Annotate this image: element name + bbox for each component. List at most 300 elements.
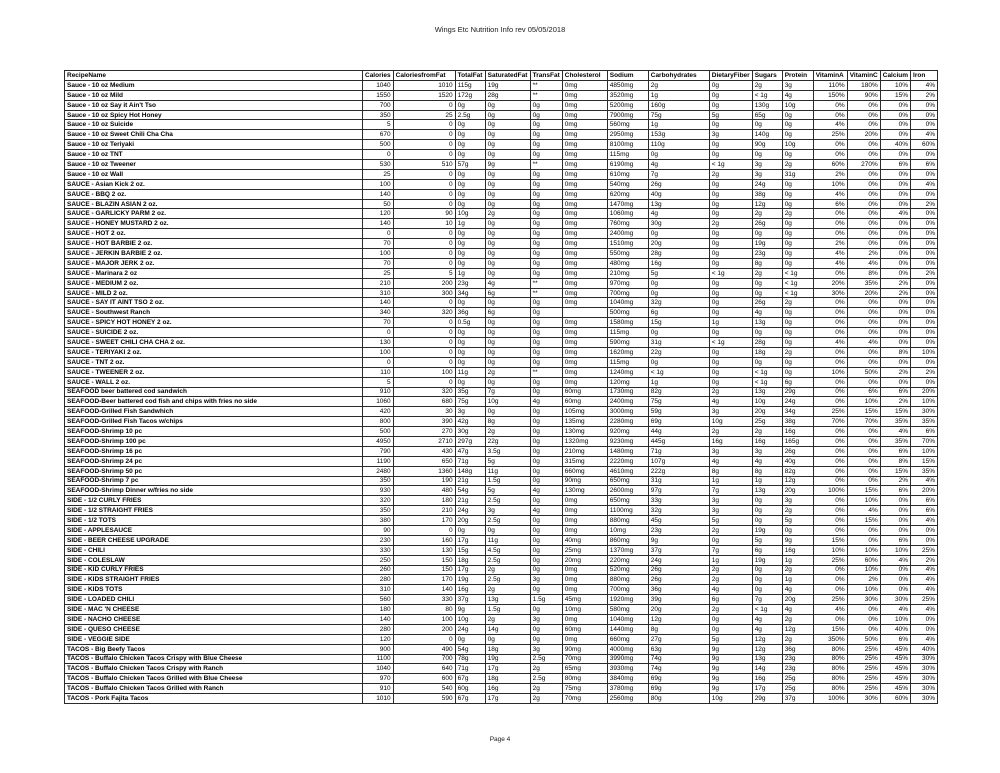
table-cell: 7g [648, 169, 709, 179]
table-cell: 10% [847, 545, 880, 555]
recipe-name-cell: SEAFOOD-Shrimp 24 pc [65, 456, 363, 466]
recipe-name-cell: SIDE - MAC 'N CHEESE [65, 605, 363, 615]
table-cell: 36g [782, 644, 813, 654]
table-cell: 17g [485, 664, 530, 674]
table-cell: 4% [847, 258, 880, 268]
table-cell: 0 [363, 328, 394, 338]
table-cell: 80% [813, 674, 847, 684]
table-cell: 60mg [562, 624, 607, 634]
table-cell: 45% [880, 664, 910, 674]
table-cell: 10% [911, 347, 938, 357]
table-cell: 75g [648, 397, 709, 407]
recipe-name-cell: SIDE - NACHO CHEESE [65, 614, 363, 624]
table-cell: 25g [752, 417, 782, 427]
table-cell: 420 [363, 407, 394, 417]
table-cell: 0g [648, 229, 709, 239]
table-cell: 25% [847, 674, 880, 684]
recipe-name-cell: SAUCE - MEDIUM 2 oz. [65, 278, 363, 288]
table-cell: 16g [752, 436, 782, 446]
table-cell: 36g [455, 308, 485, 318]
table-cell: 0g [485, 298, 530, 308]
table-cell: 270 [393, 427, 455, 437]
table-cell: 480mg [607, 258, 648, 268]
table-cell: 0g [485, 377, 530, 387]
table-cell: 25% [813, 407, 847, 417]
table-cell: 0mg [562, 525, 607, 535]
table-row [65, 466, 938, 476]
table-cell: 380 [363, 516, 394, 526]
table-cell: 25% [911, 595, 938, 605]
table-cell: 910 [363, 684, 394, 694]
table-cell: 0g [709, 357, 752, 367]
table-cell: 6g [709, 595, 752, 605]
table-cell: ** [530, 90, 562, 100]
table-cell: 105mg [562, 407, 607, 417]
table-cell: 6% [880, 160, 910, 170]
table-cell: 0g [709, 209, 752, 219]
recipe-name-cell: SIDE - LOADED CHILI [65, 595, 363, 605]
table-cell: 34g [455, 288, 485, 298]
table-cell: 0% [911, 189, 938, 199]
table-cell: 45% [880, 674, 910, 684]
table-cell: 80% [813, 644, 847, 654]
table-cell: 50 [363, 199, 394, 209]
table-cell: 26g [782, 446, 813, 456]
recipe-name-cell: TACOS - Pork Fajita Tacos [65, 694, 363, 704]
table-cell: 1.5g [485, 605, 530, 615]
table-cell: 0g [485, 100, 530, 110]
table-cell: 0g [782, 328, 813, 338]
table-cell: 0g [709, 624, 752, 634]
table-row [65, 298, 938, 308]
table-cell: 0g [709, 298, 752, 308]
table-cell: 0mg [562, 614, 607, 624]
table-cell: 430 [393, 446, 455, 456]
table-cell: 16g [782, 545, 813, 555]
recipe-name-cell: SEAFOOD-Shrimp 50 pc [65, 466, 363, 476]
table-cell: 9g [648, 535, 709, 545]
table-cell: 30% [911, 654, 938, 664]
table-cell: 0mg [562, 160, 607, 170]
table-cell: 0mg [562, 229, 607, 239]
table-cell: 0mg [562, 298, 607, 308]
table-cell: 4g [782, 585, 813, 595]
table-cell: 4g [530, 506, 562, 516]
table-cell: < 1g [709, 268, 752, 278]
table-cell: 2g [530, 684, 562, 694]
table-cell: 0% [813, 476, 847, 486]
table-cell: 20g [782, 595, 813, 605]
table-cell: < 1g [752, 90, 782, 100]
table-cell: 0% [880, 308, 910, 318]
table-cell: 2g [782, 160, 813, 170]
table-cell: 230 [363, 535, 394, 545]
table-cell: 4% [911, 634, 938, 644]
table-cell: 2g [752, 209, 782, 219]
table-cell: 69g [648, 417, 709, 427]
table-header-row [65, 71, 938, 81]
table-cell: 0g [782, 367, 813, 377]
table-cell: 0% [911, 318, 938, 328]
table-cell: 0g [752, 585, 782, 595]
table-cell: 6% [911, 160, 938, 170]
table-cell: 6% [880, 634, 910, 644]
table-cell: 180% [847, 80, 880, 90]
table-cell: 15g [648, 318, 709, 328]
table-cell: 0 [393, 338, 455, 348]
table-row [65, 80, 938, 90]
recipe-name-cell: SIDE - CHILI [65, 545, 363, 555]
table-cell: 40% [880, 140, 910, 150]
table-cell: 20% [813, 278, 847, 288]
table-cell: 0% [813, 268, 847, 278]
recipe-name-cell: Sauce - 10 oz Teriyaki [65, 140, 363, 150]
table-cell: 0% [880, 169, 910, 179]
table-cell: 0% [847, 219, 880, 229]
recipe-name-cell: SAUCE - SWEET CHILI CHA CHA 2 oz. [65, 338, 363, 348]
table-row [65, 407, 938, 417]
table-cell: 148g [455, 466, 485, 476]
table-cell: 0% [847, 189, 880, 199]
table-cell: 550mg [607, 249, 648, 259]
table-cell: 0% [880, 585, 910, 595]
recipe-name-cell: SEAFOOD-Grilled Fish Tacos w/chips [65, 417, 363, 427]
table-cell: 0g [782, 189, 813, 199]
table-cell: 110g [648, 140, 709, 150]
table-cell: 340 [363, 308, 394, 318]
table-cell: 0mg [562, 506, 607, 516]
table-cell: 20% [911, 387, 938, 397]
table-cell: 3g [455, 407, 485, 417]
table-cell: 1.5g [530, 595, 562, 605]
recipe-name-cell: SAUCE - Asian Kick 2 oz. [65, 179, 363, 189]
table-cell: 45g [648, 516, 709, 526]
table-cell: 8g [752, 466, 782, 476]
table-row [65, 150, 938, 160]
table-cell: 4000mg [607, 644, 648, 654]
table-cell: 0 [393, 525, 455, 535]
column-header: Iron [911, 71, 938, 81]
table-cell: 0 [393, 249, 455, 259]
table-row [65, 476, 938, 486]
column-header: VitaminA [813, 71, 847, 81]
table-cell: 1510mg [607, 239, 648, 249]
table-cell: 2g [485, 367, 530, 377]
table-cell: 0g [485, 110, 530, 120]
table-cell: 44g [648, 427, 709, 437]
table-cell: 0 [393, 357, 455, 367]
table-cell: ** [530, 288, 562, 298]
table-row [65, 634, 938, 644]
recipe-name-cell: SIDE - KID CURLY FRIES [65, 565, 363, 575]
table-cell: 0 [393, 328, 455, 338]
table-cell: 0g [648, 357, 709, 367]
table-cell: 0% [813, 456, 847, 466]
table-cell: 22g [485, 436, 530, 446]
table-cell: 0% [847, 229, 880, 239]
table-cell: 0g [709, 347, 752, 357]
table-cell: 670 [363, 130, 394, 140]
table-cell: 0% [847, 347, 880, 357]
column-header: CaloriesfromFat [393, 71, 455, 81]
column-header: Calcium [880, 71, 910, 81]
table-cell: 9g [485, 160, 530, 170]
recipe-name-cell: Sauce - 10 oz Mild [65, 90, 363, 100]
table-row [65, 545, 938, 555]
table-cell: 4850mg [607, 80, 648, 90]
table-cell: 80% [813, 684, 847, 694]
table-cell: 0% [847, 535, 880, 545]
table-cell: 0g [455, 179, 485, 189]
table-cell: 54g [455, 644, 485, 654]
table-cell: 25 [363, 169, 394, 179]
table-cell: 30% [813, 288, 847, 298]
table-cell: 65mg [562, 664, 607, 674]
table-cell: 0g [485, 407, 530, 417]
table-cell: 0% [847, 456, 880, 466]
table-cell: 24g [455, 624, 485, 634]
recipe-name-cell: SAUCE - TERIYAKI 2 oz. [65, 347, 363, 357]
table-cell: 2g [782, 565, 813, 575]
recipe-name-cell: SEAFOOD beer battered cod sandwich [65, 387, 363, 397]
table-cell: 0g [709, 288, 752, 298]
table-cell: 350 [363, 476, 394, 486]
table-cell: 8% [880, 456, 910, 466]
recipe-name-cell: SAUCE - GARLICKY PARM 2 oz. [65, 209, 363, 219]
table-cell: 0% [847, 199, 880, 209]
table-cell: 0% [813, 575, 847, 585]
table-cell: 270% [847, 160, 880, 170]
table-cell: 3g [752, 446, 782, 456]
table-cell: 17g [455, 535, 485, 545]
nutrition-table [64, 70, 938, 704]
table-cell: 0g [782, 199, 813, 209]
recipe-name-cell: SIDE - 1/2 TOTS [65, 516, 363, 526]
table-cell: 5 [393, 268, 455, 278]
table-cell: 0% [813, 100, 847, 110]
table-cell: 0mg [562, 496, 607, 506]
table-cell: 0g [709, 120, 752, 130]
table-cell: 4g [752, 308, 782, 318]
table-cell: 2% [911, 90, 938, 100]
table-cell: 0 [393, 120, 455, 130]
table-cell: 0g [709, 80, 752, 90]
table-cell: 0mg [562, 258, 607, 268]
table-cell: 1470mg [607, 199, 648, 209]
table-cell: 1360 [393, 466, 455, 476]
column-header: DietaryFiber [709, 71, 752, 81]
table-cell: 26g [648, 179, 709, 189]
table-cell: 680 [393, 397, 455, 407]
table-cell: 0% [813, 565, 847, 575]
recipe-name-cell: SAUCE - SUICIDE 2 oz. [65, 328, 363, 338]
table-cell: 0g [782, 229, 813, 239]
table-cell: 10% [847, 397, 880, 407]
table-cell: 0% [813, 446, 847, 456]
recipe-name-cell: Sauce - 10 oz Medium [65, 80, 363, 90]
table-cell: 0g [709, 278, 752, 288]
table-cell: 11g [485, 535, 530, 545]
table-cell: 222g [648, 466, 709, 476]
table-cell: 12g [782, 624, 813, 634]
table-cell: 6% [880, 387, 910, 397]
table-cell: 10% [880, 614, 910, 624]
table-cell: 0% [880, 575, 910, 585]
table-cell: 37g [455, 595, 485, 605]
table-cell: 0% [911, 249, 938, 259]
table-cell: 0g [782, 239, 813, 249]
table-cell: 180 [363, 605, 394, 615]
table-cell: < 1g [648, 367, 709, 377]
table-cell: 140 [363, 219, 394, 229]
table-cell: 1g [752, 476, 782, 486]
table-cell: 445g [648, 436, 709, 446]
table-cell: 63g [648, 644, 709, 654]
table-cell: 480 [393, 486, 455, 496]
page-number: Page 4 [489, 736, 511, 743]
table-cell: 25% [813, 130, 847, 140]
table-cell: 0 [393, 634, 455, 644]
table-cell: 9g [455, 605, 485, 615]
table-cell: 320 [393, 308, 455, 318]
table-cell: 7g [709, 486, 752, 496]
table-cell: 0% [911, 229, 938, 239]
table-cell: 0g [485, 634, 530, 644]
table-cell: 0mg [562, 634, 607, 644]
table-cell: 26g [648, 575, 709, 585]
table-cell: 0g [752, 229, 782, 239]
table-cell: 0g [648, 278, 709, 288]
table-cell: 0g [530, 436, 562, 446]
table-cell: 37g [648, 545, 709, 555]
table-cell: 2% [880, 278, 910, 288]
table-cell: 30% [911, 407, 938, 417]
table-cell: 25% [847, 684, 880, 694]
table-cell: 0g [782, 258, 813, 268]
table-cell: 3930mg [607, 664, 648, 674]
table-cell: 30g [455, 427, 485, 437]
table-cell: 0g [782, 318, 813, 328]
table-cell: 2.5g [530, 674, 562, 684]
table-cell: 25 [363, 268, 394, 278]
table-cell: 1370mg [607, 545, 648, 555]
table-cell: 0% [813, 377, 847, 387]
table-row [65, 436, 938, 446]
table-cell: 0% [813, 219, 847, 229]
table-cell: 0% [813, 308, 847, 318]
table-cell: 2400mg [607, 229, 648, 239]
table-cell: 2% [847, 249, 880, 259]
table-cell: < 1g [752, 377, 782, 387]
table-cell: 0% [911, 308, 938, 318]
table-cell: 3g [530, 614, 562, 624]
column-header: Protein [782, 71, 813, 81]
table-cell: 6% [813, 199, 847, 209]
table-cell: 0g [455, 347, 485, 357]
table-cell: 10% [847, 496, 880, 506]
table-cell: 0g [752, 565, 782, 575]
table-cell: 0g [530, 318, 562, 328]
table-row [65, 555, 938, 565]
table-cell: 0% [880, 298, 910, 308]
table-cell: 0g [530, 100, 562, 110]
table-cell: 5g [752, 535, 782, 545]
table-cell: 10mg [607, 525, 648, 535]
table-cell: 5g [782, 516, 813, 526]
recipe-name-cell: SAUCE - TNT 2 oz. [65, 357, 363, 367]
table-cell: 3g [709, 130, 752, 140]
table-cell: 3g [782, 80, 813, 90]
table-cell: 3g [485, 506, 530, 516]
table-cell: 18g [485, 644, 530, 654]
table-cell: 2g [530, 664, 562, 674]
table-cell: 0mg [562, 249, 607, 259]
table-cell: 4g [752, 624, 782, 634]
table-cell: 25g [782, 684, 813, 694]
table-cell: 4% [847, 506, 880, 516]
table-cell: 4.5g [485, 545, 530, 555]
table-cell: 1.5g [485, 476, 530, 486]
table-cell: 60mg [562, 397, 607, 407]
recipe-name-cell: TACOS - Buffalo Chicken Tacos Grilled with Ranch [65, 684, 363, 694]
table-cell: 25mg [562, 545, 607, 555]
table-cell: 0mg [562, 219, 607, 229]
table-cell: 9g [782, 535, 813, 545]
table-cell: 700mg [607, 585, 648, 595]
table-cell: 0% [880, 328, 910, 338]
recipe-name-cell: TACOS - Big Beefy Tacos [65, 644, 363, 654]
table-cell: 50% [847, 367, 880, 377]
table-cell: 3g [709, 407, 752, 417]
table-cell: 0g [530, 407, 562, 417]
table-cell: 0g [782, 219, 813, 229]
table-cell: 16g [648, 258, 709, 268]
table-cell: 0mg [562, 100, 607, 110]
table-cell: 0% [911, 614, 938, 624]
table-cell: 8g [709, 466, 752, 476]
recipe-name-cell: SIDE - COLESLAW [65, 555, 363, 565]
column-header: SaturatedFat [485, 71, 530, 81]
table-cell: 60% [880, 694, 910, 704]
table-cell: 210 [393, 506, 455, 516]
table-cell: 9g [709, 664, 752, 674]
table-cell: 0% [880, 525, 910, 535]
table-cell: 25% [813, 595, 847, 605]
column-header: RecipeName [65, 71, 363, 81]
table-cell: 100% [813, 486, 847, 496]
table-cell: 0% [911, 209, 938, 219]
table-row [65, 199, 938, 209]
table-cell: 0mg [562, 120, 607, 130]
table-row [65, 169, 938, 179]
table-row [65, 417, 938, 427]
table-cell: 10% [813, 545, 847, 555]
table-cell: 10g [709, 417, 752, 427]
table-cell: 0g [752, 328, 782, 338]
table-cell: 220mg [607, 555, 648, 565]
table-cell: 0mg [562, 357, 607, 367]
table-cell: 115mg [607, 150, 648, 160]
table-row [65, 664, 938, 674]
column-header: VitaminC [847, 71, 880, 81]
table-cell: 0g [709, 614, 752, 624]
table-cell: 15% [880, 90, 910, 100]
table-cell: 0g [530, 150, 562, 160]
table-cell: 24g [455, 506, 485, 516]
recipe-name-cell: SAUCE - MAJOR JERK 2 oz. [65, 258, 363, 268]
table-cell: 2g [709, 387, 752, 397]
table-cell: 1100 [363, 654, 394, 664]
